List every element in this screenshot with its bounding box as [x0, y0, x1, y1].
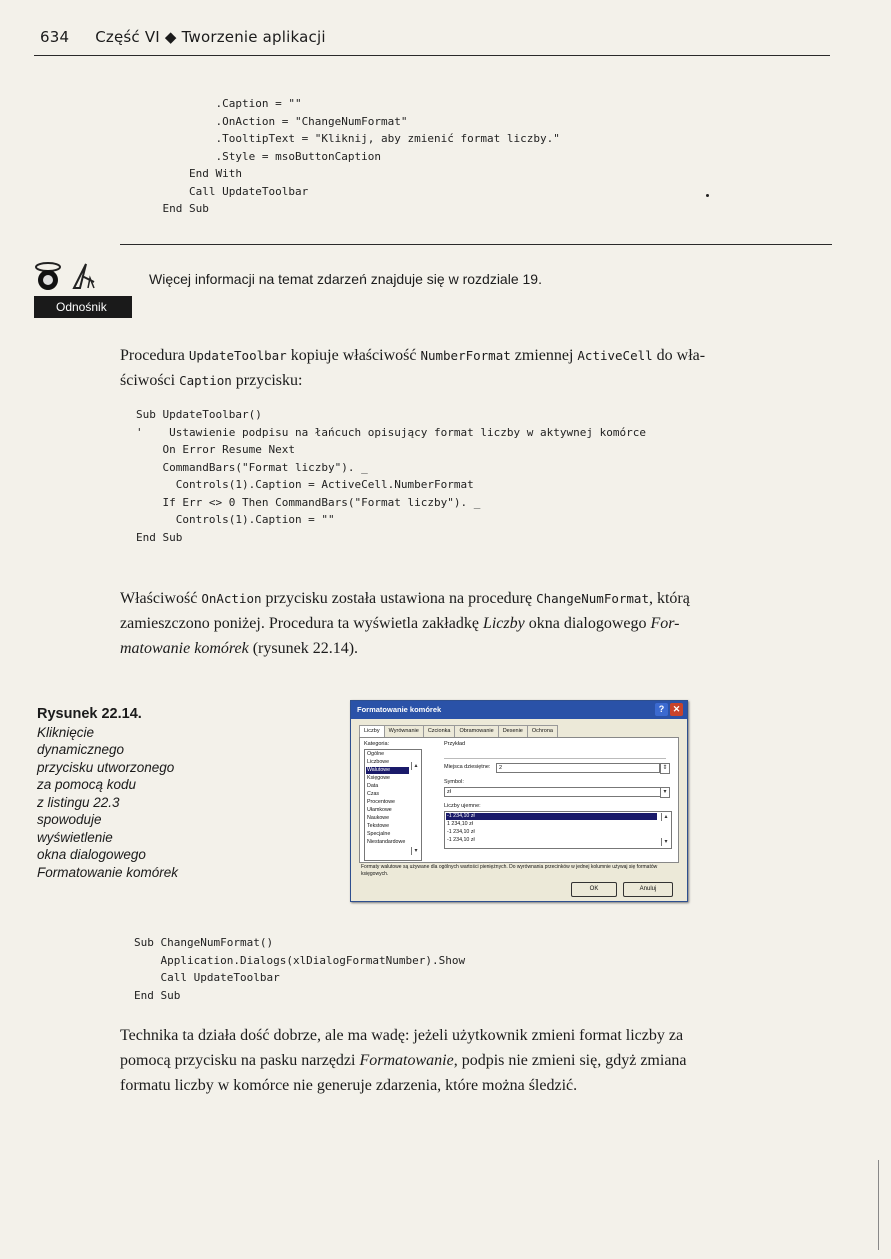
cancel-button[interactable]: Anuluj	[623, 882, 673, 897]
caption-line: dynamicznego	[37, 742, 125, 757]
scroll-down-icon[interactable]: ▾	[411, 847, 420, 855]
category-item[interactable]: Ogólne	[367, 751, 385, 757]
caption-line: Kliknięcie	[37, 724, 95, 740]
caption-line: wyświetlenie	[37, 829, 113, 845]
tab-desenie[interactable]: Desenie	[498, 725, 528, 737]
chevron-down-icon[interactable]: ▾	[660, 787, 670, 798]
scroll-up-icon[interactable]: ▴	[411, 762, 420, 770]
caption-line: z listingu 22.3	[37, 794, 120, 810]
negative-option[interactable]: -1 234,10 zł	[447, 829, 475, 835]
category-item[interactable]: Naukowe	[367, 815, 390, 821]
symbol-select[interactable]: zł	[444, 787, 662, 797]
tab-czcionka[interactable]: Czcionka	[423, 725, 456, 737]
sample-label: Przykład	[444, 741, 466, 747]
category-item[interactable]: Procentowe	[367, 799, 395, 805]
paragraph-1: Procedura UpdateToolbar kopiuje właściwość NumberFormat zmiennej ActiveCell do wła- ściwości Caption przycisku:	[120, 347, 706, 389]
tab-ochrona[interactable]: Ochrona	[527, 725, 558, 737]
category-item[interactable]: Tekstowe	[367, 823, 390, 829]
running-title: Część VI ◆ Tworzenie aplikacji	[95, 28, 326, 46]
tab-wyrownanie[interactable]: Wyrównanie	[384, 725, 424, 737]
tab-liczby[interactable]: Liczby	[359, 725, 385, 738]
caption-line: okna dialogowego	[37, 847, 146, 862]
page-edge-mark	[878, 1160, 879, 1250]
note-text: Więcej informacji na temat zdarzeń znajduje się w rozdziale 19.	[149, 271, 542, 287]
category-item-selected[interactable]: Walutowe	[366, 767, 409, 774]
code-end-rule	[120, 244, 832, 245]
note-label: Odnośnik	[56, 300, 107, 314]
dialog-tabs	[359, 725, 557, 737]
tab-panel	[359, 737, 679, 863]
tab-obramowanie[interactable]: Obramowanie	[454, 725, 498, 737]
symbol-label: Symbol:	[444, 779, 464, 785]
figure-title: Rysunek 22.14.	[37, 706, 142, 722]
caption-line: spowoduje	[37, 812, 102, 827]
category-list[interactable]	[364, 749, 422, 861]
category-label: Kategoria:	[364, 741, 390, 747]
page-number: 634	[40, 28, 70, 46]
spin-icon[interactable]: ⇕	[660, 763, 670, 774]
format-cells-dialog	[350, 700, 688, 902]
figure-caption	[37, 706, 237, 881]
help-button[interactable]: ?	[655, 703, 668, 716]
paragraph-2: Właściwość OnAction przycisku została ustawiona na procedurę ChangeNumFormat, którą zamieszczono poniżej. Procedura ta wyświetla zakładkę Liczby okna dialogowego For- matowanie komórek (rysunek 22.14).	[120, 590, 690, 657]
caption-line: za pomocą kodu	[37, 777, 137, 792]
header-rule	[34, 55, 830, 56]
code-block-1: .Caption = "" .OnAction = "ChangeNumFormat" .TooltipText = "Kliknij, aby zmienić format liczby." .Style = msoButtonCaption End With Call UpdateToolbar End Sub	[136, 97, 560, 215]
format-description: Formaty walutowe są używane dla ogólnych wartości pieniężnych. Do wyrównania przecinków w jednej kolumnie używaj się formatów księgowych.	[361, 864, 658, 877]
ok-button[interactable]: OK	[571, 882, 617, 897]
category-item[interactable]: Liczbowe	[367, 759, 390, 765]
paragraph-3: Technika ta działa dość dobrze, ale ma wadę: jeżeli użytkownik zmieni format liczby za pomocą przycisku na pasku narzędzi Formatowanie, podpis nie zmieni się, gdyż zmiana formatu liczby w komórce nie generuje zdarzenia, które można śledzić.	[120, 1027, 687, 1094]
category-item[interactable]: Czas	[367, 791, 380, 797]
page-header	[40, 28, 326, 46]
decimals-input[interactable]: 2	[496, 763, 660, 773]
scroll-down-icon[interactable]: ▾	[661, 838, 670, 846]
category-item[interactable]: Ułamkowe	[367, 807, 392, 813]
decimals-label: Miejsca dziesiętne:	[444, 764, 491, 770]
cross-reference-icon	[34, 258, 132, 320]
negative-numbers-label: Liczby ujemne:	[444, 803, 481, 809]
dialog-title: Formatowanie komórek	[357, 705, 442, 714]
sample-box	[444, 749, 666, 759]
category-item[interactable]: Specjalne	[367, 831, 391, 837]
negative-option[interactable]: 1 234,10 zł	[447, 821, 473, 827]
category-item[interactable]: Księgowe	[367, 775, 390, 781]
negative-option[interactable]: -1 234,10 zł	[447, 837, 475, 843]
close-button[interactable]: ✕	[670, 703, 683, 716]
caption-line: Formatowanie komórek	[37, 864, 179, 880]
category-item[interactable]: Data	[367, 783, 379, 789]
negative-numbers-list[interactable]	[444, 811, 672, 849]
speck	[706, 194, 709, 197]
category-item[interactable]: Niestandardowe	[367, 839, 406, 845]
negative-option-selected[interactable]: -1 234,10 zł	[446, 813, 657, 820]
dialog-title-bar	[351, 701, 687, 719]
code-block-3: Sub ChangeNumFormat() Application.Dialogs(xlDialogFormatNumber).Show Call UpdateToolbar End Sub	[134, 936, 466, 1002]
caption-line: przycisku utworzonego	[37, 759, 175, 775]
scroll-up-icon[interactable]: ▴	[661, 813, 670, 821]
code-block-2: Sub UpdateToolbar() ' Ustawienie podpisu na łańcuch opisujący format liczby w aktywnej komórce On Error Resume Next CommandBars("Format liczby"). _ Controls(1).Caption = ActiveCell.NumberFormat If Err <> 0 Then CommandBars("Format liczby"). _ Controls(1).Caption = "" End Sub	[136, 408, 646, 544]
